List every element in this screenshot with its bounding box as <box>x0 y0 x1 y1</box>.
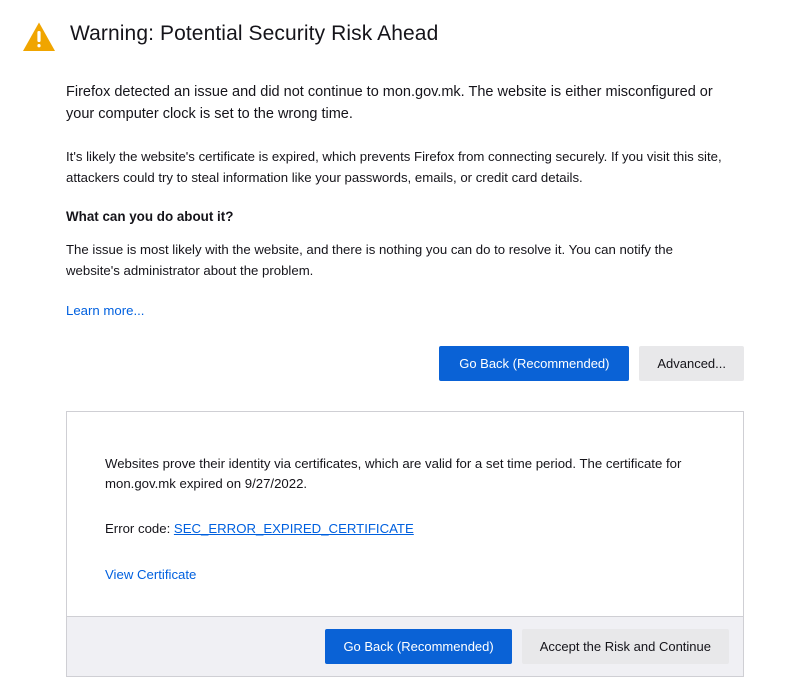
advice-paragraph: The issue is most likely with the website, and there is nothing you can do to resolve it. You can notify the website's administrator about the problem. <box>66 242 673 278</box>
advanced-panel-body <box>67 412 743 616</box>
panel-go-back-button[interactable]: Go Back (Recommended) <box>325 629 511 664</box>
accept-risk-button[interactable]: Accept the Risk and Continue <box>522 629 729 664</box>
page-title: Warning: Potential Security Risk Ahead <box>70 22 439 45</box>
error-code-label: Error code: <box>105 520 174 536</box>
lead-paragraph: Firefox detected an issue and did not continue to mon.gov.mk. The website is either misconfigured or your computer clock is set to the wrong time. <box>66 84 713 123</box>
view-certificate-link[interactable]: View Certificate <box>105 566 197 582</box>
learn-more-link[interactable]: Learn more... <box>66 302 145 318</box>
warning-triangle-icon <box>22 20 56 54</box>
advanced-button[interactable]: Advanced... <box>639 346 744 381</box>
page-content <box>0 81 800 320</box>
go-back-button[interactable]: Go Back (Recommended) <box>439 346 629 381</box>
advanced-panel <box>66 411 744 677</box>
primary-button-row <box>0 346 800 381</box>
page-header <box>0 12 800 61</box>
error-code-link[interactable]: SEC_ERROR_EXPIRED_CERTIFICATE <box>173 520 414 536</box>
advanced-panel-footer <box>67 616 743 676</box>
what-can-you-do-heading: What can you do about it? <box>66 209 234 225</box>
error-code-row <box>105 521 705 536</box>
learn-more-row <box>66 302 742 320</box>
explanation-paragraph: It's likely the website's certificate is expired, which prevents Firefox from connecting securely. If you visit this site, attackers could try to steal information like your passwords, emails, or credit card details. <box>66 149 722 186</box>
certificate-description: Websites prove their identity via certificates, which are valid for a set time period. The certificate for mon.gov.mk expired on 9/27/2022. <box>105 455 682 492</box>
